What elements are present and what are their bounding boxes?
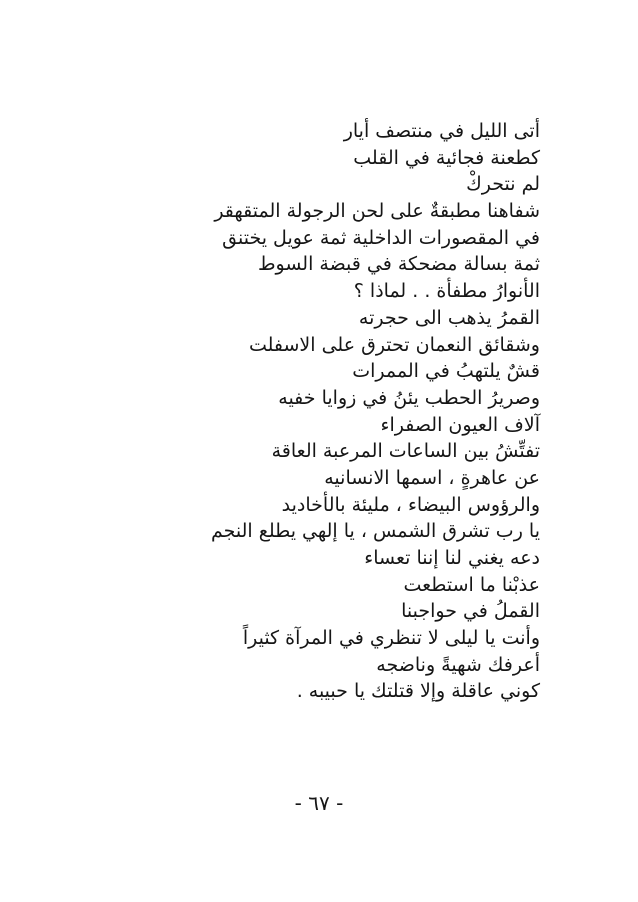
poem-line: كطعنة فجائية في القلب xyxy=(353,146,540,169)
poem-line: آلاف العيون الصفراء xyxy=(380,413,540,436)
poem-line: وشقائق النعمان تحترق على الاسفلت xyxy=(248,333,540,356)
poem-line: القملُ في حواجبنا xyxy=(401,600,540,623)
poem-line: شفاهنا مطبقةٌ على لحن الرجولة المتقهقر xyxy=(214,200,540,223)
poem-line: لم نتحركْ xyxy=(466,173,540,196)
poem-line: دعه يغني لنا إننا تعساء xyxy=(364,547,540,569)
poem-line: في المقصورات الداخلية ثمة عويل يختنق xyxy=(222,226,540,249)
poem-line: تفتِّشُ بين الساعات المرعبة العاقة xyxy=(271,440,540,463)
poem-line: كوني عاقلة وإلا قتلتك يا حبيبه . xyxy=(296,680,540,703)
poem-line: أتى الليل في منتصف أيار xyxy=(343,120,540,142)
poem-line: وأنت يا ليلى لا تنظري في المرآة كثيراً xyxy=(242,627,540,650)
poem-line: ثمة بسالة مضحكة في قبضة السوط xyxy=(257,253,540,276)
poem-line: قشٌ يلتهبُ في الممرات xyxy=(352,360,540,383)
poem-line: القمرُ يذهب الى حجرته xyxy=(358,306,540,329)
poem-text xyxy=(100,118,540,705)
poem-line: والرؤوس البيضاء ، مليئة بالأخاديد xyxy=(281,493,540,516)
poem-line: الأنوارُ مطفأة . . لماذا ؟ xyxy=(353,280,540,303)
poem-line: يا رب تشرق الشمس ، يا إلهي يطلع النجم xyxy=(210,520,540,543)
poem-line: وصريرُ الحطب يئنُ في زوايا خفيه xyxy=(278,386,540,409)
poem-line: عذبْنا ما استطعت xyxy=(403,573,540,596)
poem-line: أعرفك شهيةً وناضجه xyxy=(376,653,540,676)
page-number: - ٦٧ - xyxy=(294,791,344,815)
poem-line: عن عاهرةٍ ، اسمها الانسانيه xyxy=(324,466,540,489)
